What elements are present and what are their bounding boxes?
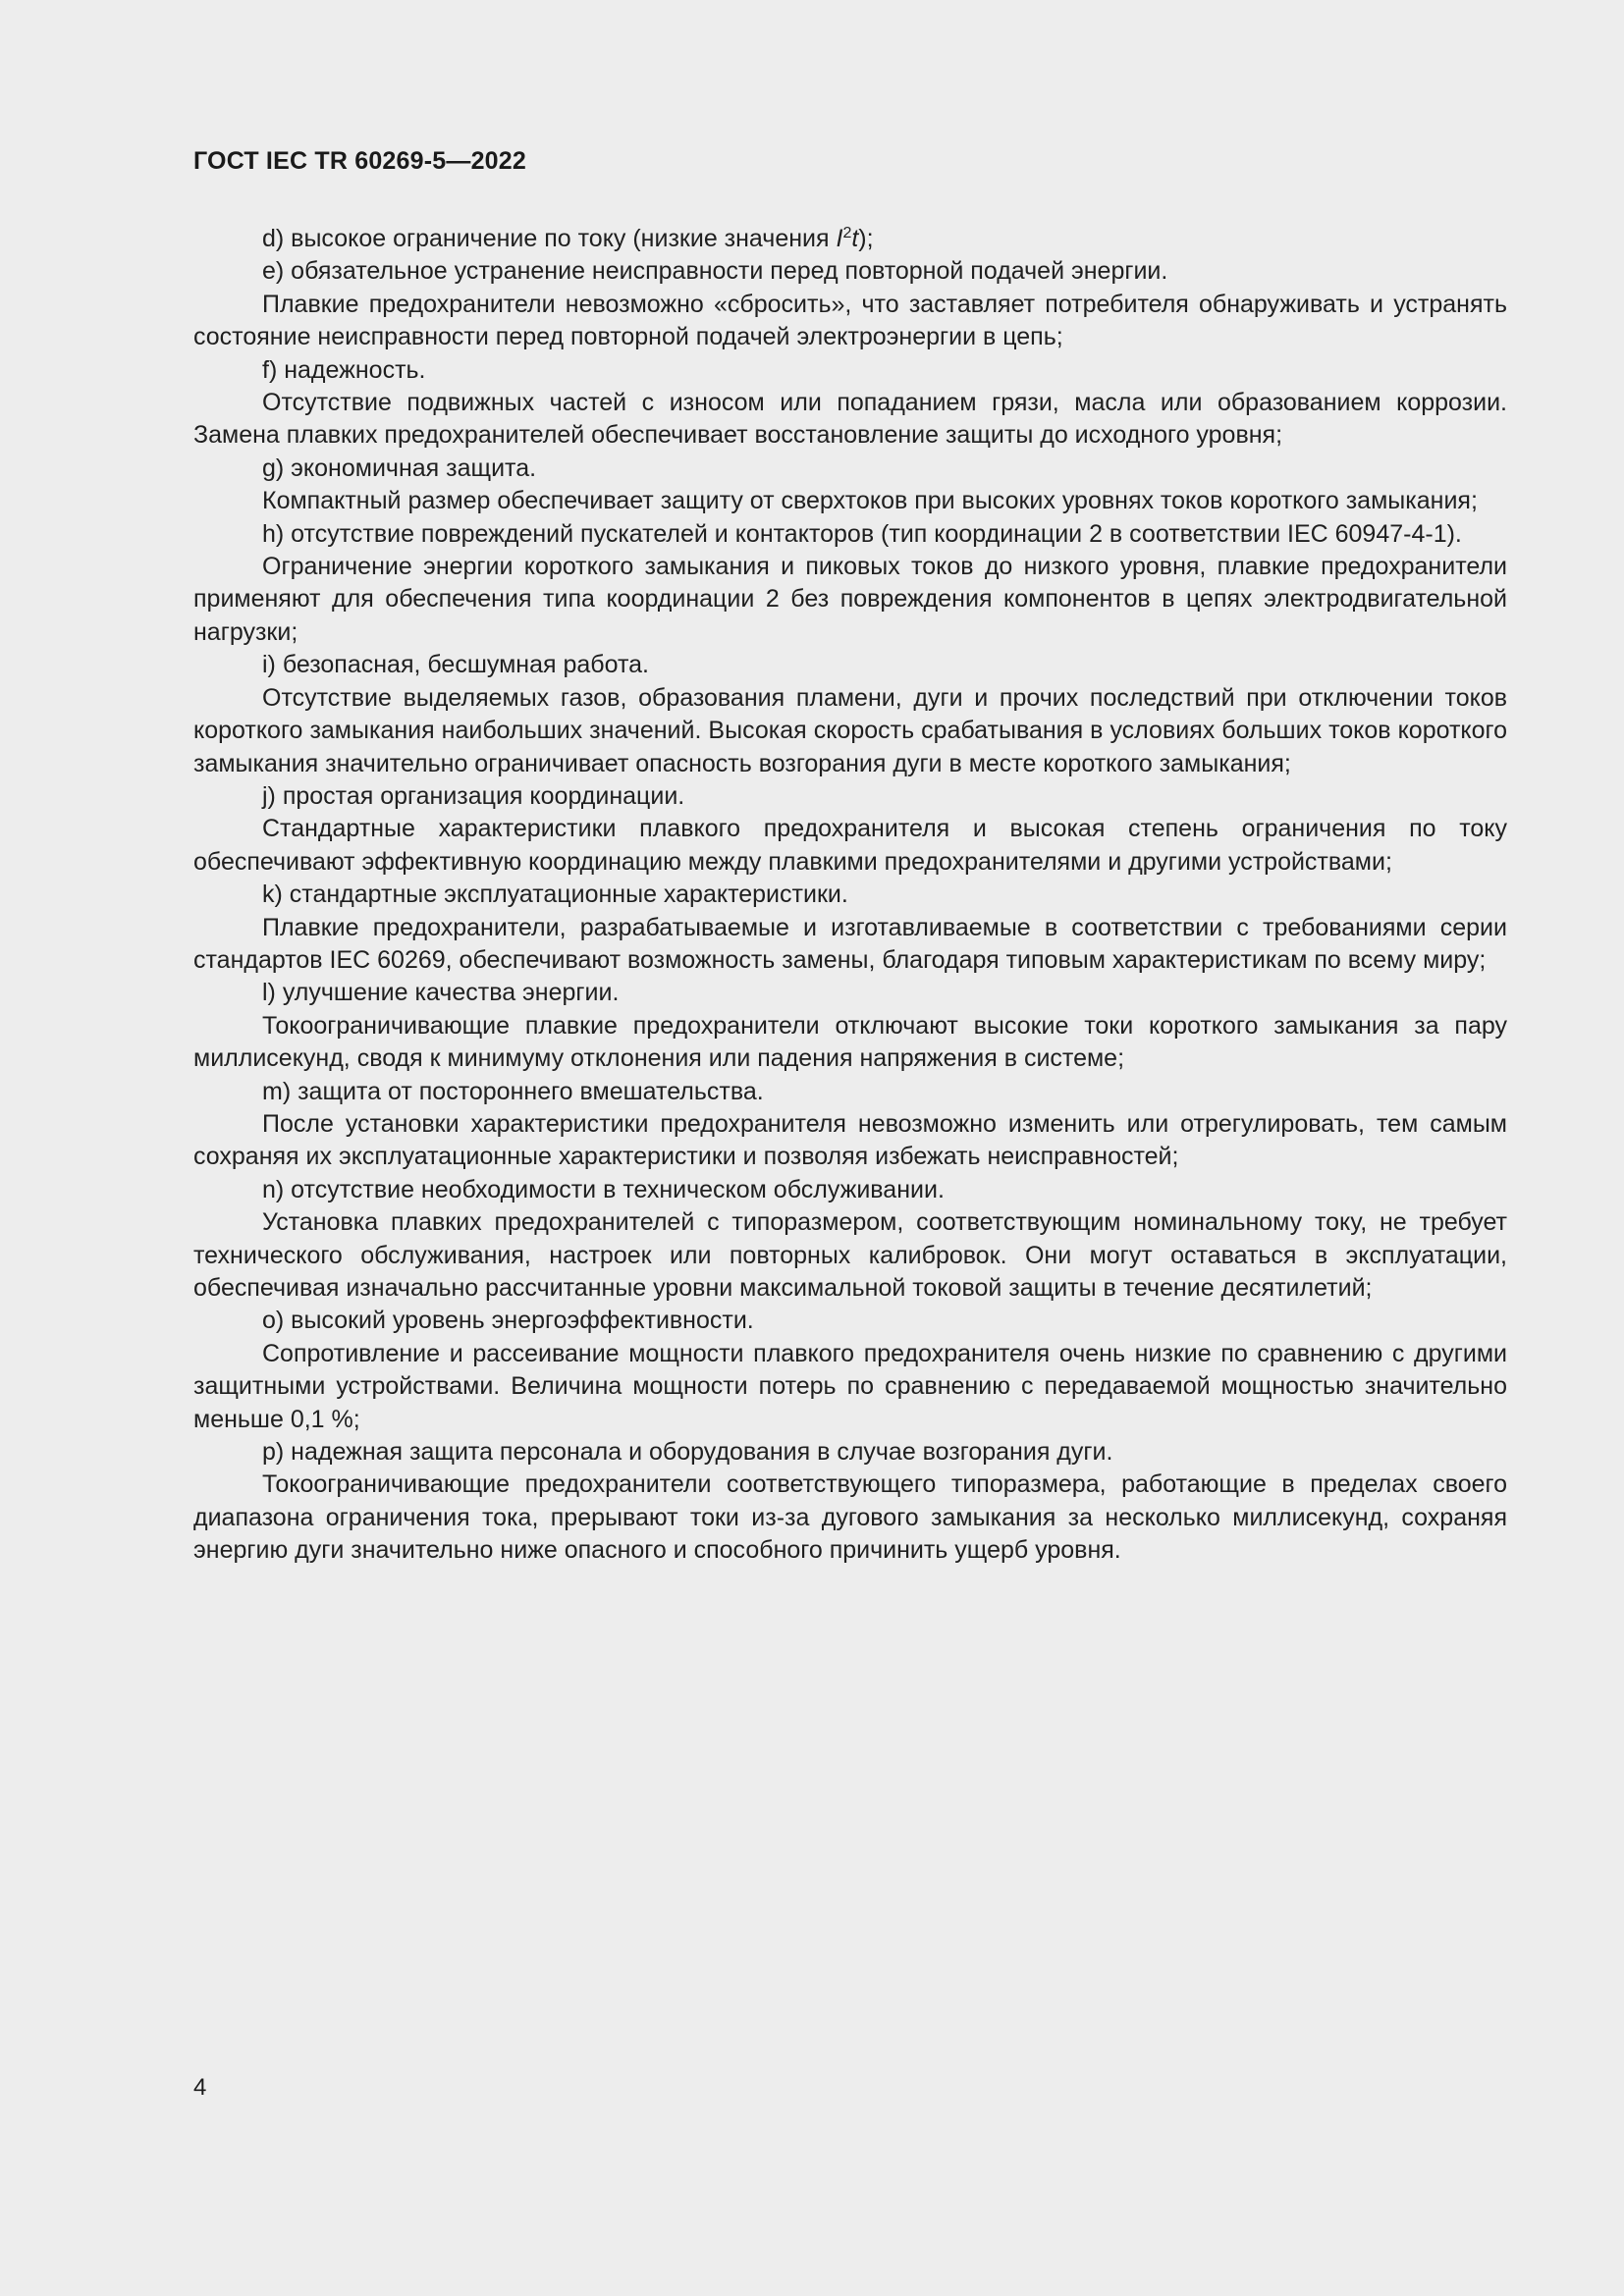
list-item-text-end: );: [858, 225, 874, 252]
list-item-p: p) надежная защита персонала и оборудования в случае возгорания дуги.: [262, 1438, 1113, 1467]
paragraph: Токоограничивающие плавкие предохранители отключают высокие токи короткого замыкания за пару миллисекунд, сводя к минимуму отклонения или падения напряжения в системе;: [193, 1011, 1507, 1073]
paragraph: Сопротивление и рассеивание мощности плавкого предохранителя очень низкие по сравнению с другими защитными устройствами. Величина мощности потерь по сравнению с передаваемой мощностью значительно меньше 0,1 %;: [193, 1339, 1507, 1433]
list-item-g: g) экономичная защита.: [262, 454, 537, 482]
paragraph: Стандартные характеристики плавкого предохранителя и высокая степень ограничения по току обеспечивают эффективную координацию между плавкими предохранителями и другими устройствами;: [193, 815, 1507, 876]
list-item-n: n) отсутствие необходимости в техническом обслуживании.: [262, 1175, 945, 1203]
list-item-j: j) простая организация координации.: [262, 781, 685, 810]
list-item-k: k) стандартные эксплуатационные характеристики.: [262, 881, 848, 909]
paragraph: Отсутствие выделяемых газов, образования пламени, дуги и прочих последствий при отключении токов короткого замыкания наибольших значений. Высокая скорость срабатывания в условиях больших токов короткого замыкания значительно ограничивает опасность возгорания дуги в месте короткого замыкания;: [193, 683, 1507, 777]
list-item-o: o) высокий уровень энергоэффективности.: [262, 1307, 754, 1335]
paragraph: Отсутствие подвижных частей с износом или попаданием грязи, масла или образованием коррозии. Замена плавких предохранителей обеспечивает восстановление защиты до исходного уровня;: [193, 389, 1507, 450]
formula-exponent: 2: [842, 225, 852, 241]
list-item-m: m) защита от постороннего вмешательства.: [262, 1077, 764, 1105]
list-item-text: d) высокое ограничение по току (низкие значения: [262, 225, 837, 252]
formula-time-symbol: t: [851, 225, 859, 252]
paragraph: Ограничение энергии короткого замыкания и пиковых токов до низкого уровня, плавкие предохранители применяют для обеспечения типа координации 2 без повреждения компонентов в цепях электродвигательной нагрузки;: [193, 553, 1507, 646]
list-item-i: i) безопасная, бесшумная работа.: [262, 651, 649, 679]
list-item-d: [193, 223, 1507, 255]
paragraph: Компактный размер обеспечивает защиту от сверхтоков при высоких уровнях токов короткого замыкания;: [262, 487, 1478, 515]
document-body: [193, 223, 1507, 1568]
document-header-title: ГОСТ IEC TR 60269-5—2022: [193, 147, 526, 175]
list-item-h: h) отсутствие повреждений пускателей и контакторов (тип координации 2 в соответствии IEC 60947-4-1).: [262, 519, 1462, 548]
formula-current-symbol: I: [836, 225, 843, 252]
paragraph: После установки характеристики предохранителя невозможно изменить или отрегулировать, тем самым сохраняя их эксплуатационные характеристики и позволяя избежать неисправностей;: [193, 1109, 1507, 1171]
list-item-l: l) улучшение качества энергии.: [262, 979, 620, 1007]
list-item-f: f) надежность.: [262, 355, 426, 384]
page-number: 4: [193, 2074, 207, 2101]
paragraph: Токоограничивающие предохранители соответствующего типоразмера, работающие в пределах своего диапазона ограничения тока, прерывают токи из-за дугового замыкания за несколько миллисекунд, сохраняя энергию дуги значительно ниже опасного и способного причинить ущерб уровня.: [193, 1470, 1507, 1565]
paragraph: Установка плавких предохранителей с типоразмером, соответствующим номинальному току, не требует технического обслуживания, настроек или повторных калибровок. Они могут оставаться в эксплуатации, обеспечивая изначально рассчитанные уровни максимальной токовой защиты в течение десятилетий;: [193, 1208, 1507, 1302]
paragraph: Плавкие предохранители невозможно «сбросить», что заставляет потребителя обнаруживать и устранять состояние неисправности перед повторной подачей электроэнергии в цепь;: [193, 290, 1507, 351]
list-item-e: e) обязательное устранение неисправности перед повторной подачей энергии.: [262, 257, 1168, 286]
paragraph: Плавкие предохранители, разрабатываемые и изготавливаемые в соответствии с требованиями серии стандартов IEC 60269, обеспечивают возможность замены, благодаря типовым характеристикам по всему миру;: [193, 913, 1507, 974]
